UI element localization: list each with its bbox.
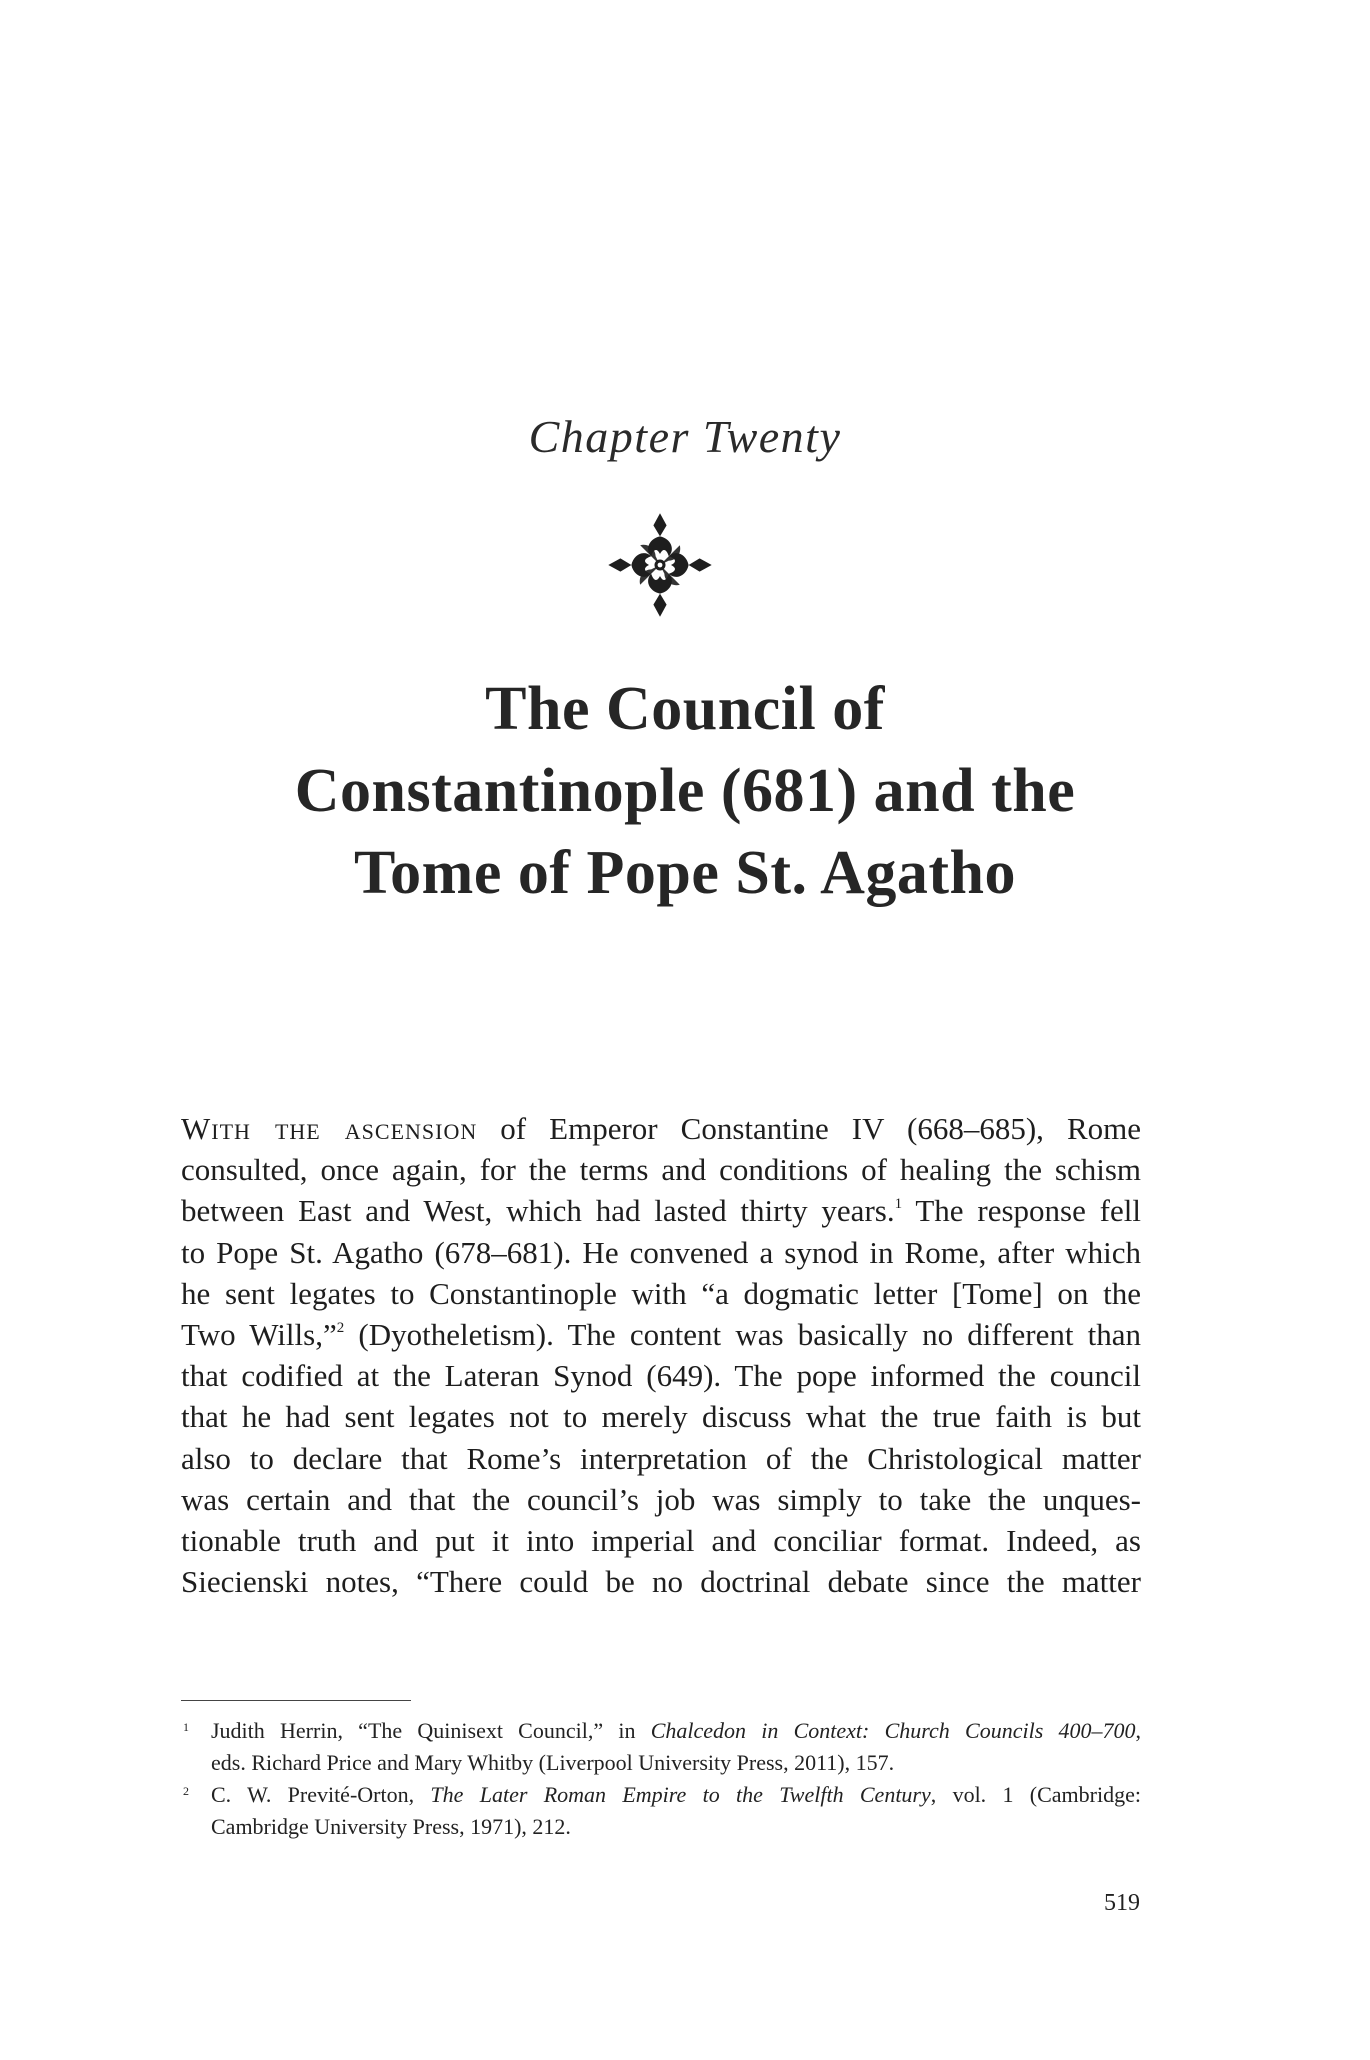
body-line: also to declare that Rome’s interpretation of the Christological matter [181, 1440, 1141, 1476]
body-line: consulted, once again, for the terms and conditions of healing the schism [181, 1152, 1141, 1188]
body-paragraph [181, 1108, 1141, 1602]
lead-small-caps: With the ascension [181, 1111, 478, 1146]
title-line: Constantinople (681) and the [294, 757, 1076, 825]
title-line: Tome of Pope St. Agatho [354, 839, 1016, 907]
footnote-number: 2 [183, 1784, 189, 1798]
body-text: (Dyotheletism). The content was basically no different than [344, 1317, 1142, 1353]
footnotes [181, 1715, 1141, 1843]
body-text: Two Wills,” [181, 1317, 337, 1353]
footnote-title: The Later Roman Empire to the Twelfth Century [430, 1782, 931, 1807]
footnote-separator [181, 1700, 411, 1701]
footnote-text: , vol. 1 (Cambridge: [930, 1782, 1141, 1807]
footnote-title: Chalcedon in Context: Church Councils 400–700 [650, 1718, 1136, 1743]
body-line [181, 1108, 1141, 1149]
footnote-line: eds. Richard Price and Mary Whitby (Liverpool University Press, 2011), 157. [211, 1750, 895, 1775]
title-line: The Council of [485, 675, 885, 743]
body-line [181, 1190, 1141, 1231]
body-line: that he had sent legates not to merely discuss what the true faith is but [181, 1399, 1141, 1435]
body-line: to Pope St. Agatho (678–681). He convened a synod in Rome, after which [181, 1234, 1141, 1270]
body-line: Siecienski notes, “There could be no doctrinal debate since the matter [181, 1564, 1141, 1600]
page-number: 519 [1104, 1890, 1140, 1916]
body-line: that codified at the Lateran Synod (649). The pope informed the council [181, 1358, 1141, 1394]
body-line: was certain and that the council’s job was simply to take the unques- [181, 1481, 1141, 1517]
body-text: of Emperor Constantine IV (668–685), Rome [477, 1111, 1141, 1146]
footnote-line [211, 1779, 1141, 1811]
body-line: he sent legates to Constantinople with “a dogmatic letter [Tome] on the [181, 1275, 1141, 1311]
footnote-ref[interactable]: 1 [894, 1196, 903, 1213]
footnote-text: , [1135, 1718, 1141, 1743]
body-line [181, 1314, 1141, 1355]
body-line: tionable truth and put it into imperial and conciliar format. Indeed, as [181, 1523, 1141, 1559]
footnote-text: C. W. Previté-Orton, [211, 1782, 431, 1807]
footnote-ref[interactable]: 2 [336, 1320, 345, 1337]
footnote-line: Cambridge University Press, 1971), 212. [211, 1814, 571, 1839]
chapter-title [0, 668, 1370, 914]
body-text: between East and West, which had lasted thirty years. [181, 1193, 895, 1229]
footnote-line [211, 1715, 1141, 1747]
footnote-text: Judith Herrin, “The Quinisext Council,” in [211, 1718, 651, 1743]
body-text: The response fell [902, 1193, 1141, 1229]
footnote [181, 1715, 1141, 1779]
fleuron-ornament-icon [605, 510, 715, 620]
footnote [181, 1779, 1141, 1843]
footnote-number: 1 [183, 1720, 189, 1734]
chapter-label: Chapter Twenty [528, 411, 842, 462]
